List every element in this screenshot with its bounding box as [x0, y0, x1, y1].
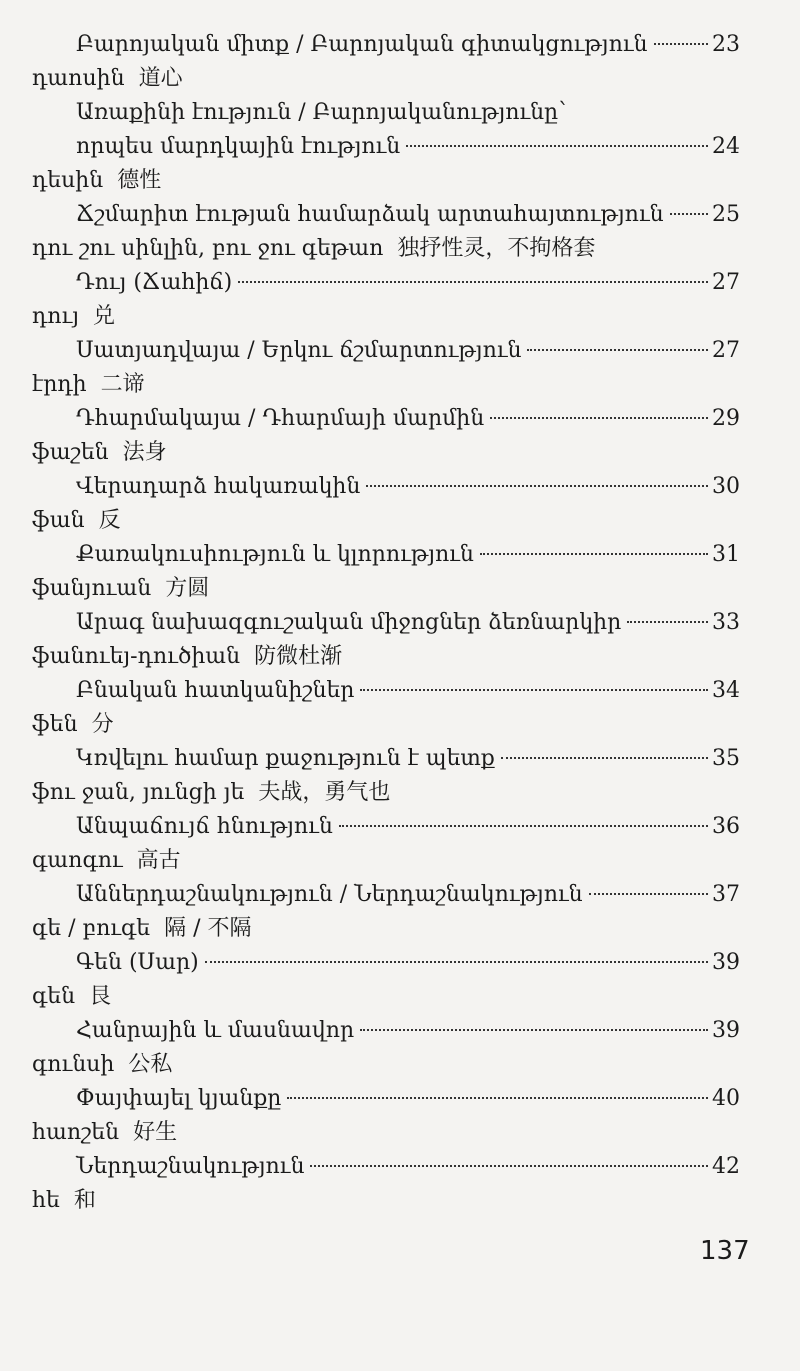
- entry-term-row: [32, 844, 181, 878]
- entry-page: 25: [712, 202, 740, 227]
- entry-title-row: [76, 810, 740, 844]
- entry-title-row: [76, 1150, 740, 1184]
- leader-dots: [527, 349, 708, 351]
- entry-term: դու շու սինլին, բու ջու գեթաո: [32, 236, 384, 261]
- entry-page: 33: [712, 610, 740, 635]
- entry-term: դույ: [32, 304, 80, 329]
- entry-term: ֆու ջան, յունցի յե: [32, 780, 245, 805]
- entry-term-row: [32, 776, 390, 810]
- entry-title-row: [76, 538, 740, 572]
- entry-han: 和: [73, 1188, 96, 1213]
- entry-title: Հանրային և մասնավոր: [76, 1018, 355, 1043]
- toc-entry: [0, 538, 800, 606]
- entry-title: Փայփայել կյանքը: [76, 1086, 282, 1111]
- entry-title: որպես մարդկային էություն: [76, 134, 401, 159]
- entry-title: Քառակուսիություն և կլորություն: [76, 542, 474, 567]
- toc-entry: [0, 1150, 800, 1218]
- entry-han: 德性: [117, 168, 162, 193]
- leader-dots: [310, 1165, 708, 1167]
- toc-entry: [0, 28, 800, 96]
- entry-title-row: [76, 742, 740, 776]
- entry-title: Արագ նախազգուշական միջոցներ ձեռնարկիր: [76, 610, 622, 635]
- entry-title: Դույ (Ճահիճ): [76, 270, 233, 295]
- entry-title: Բնական հատկանիշներ: [76, 678, 355, 703]
- entry-term-row: [32, 980, 111, 1014]
- entry-title: Ճշմարիտ էության համարձակ արտահայտություն: [76, 202, 664, 227]
- entry-term-row: [32, 640, 342, 674]
- entry-title-row: [76, 198, 740, 232]
- entry-title-row: [76, 1014, 740, 1048]
- entry-page: 31: [712, 542, 740, 567]
- entry-han: 法身: [122, 440, 167, 465]
- entry-title: Անպաճույճ հնություն: [76, 814, 333, 839]
- toc-entry: [0, 334, 800, 402]
- entry-term: էրդի: [32, 372, 87, 397]
- entry-title-row: [76, 402, 740, 436]
- entry-page: 29: [712, 406, 740, 431]
- toc-entry: [0, 266, 800, 334]
- entry-han: 隔 / 不隔: [164, 916, 252, 941]
- entry-term: գեն: [32, 984, 76, 1009]
- entry-title-row: [76, 334, 740, 368]
- entry-han: 独抒性灵，不拘格套: [397, 236, 596, 261]
- entry-term: գաոգու: [32, 848, 123, 873]
- entry-han: 夫战，勇气也: [258, 780, 391, 805]
- entry-term: ֆեն: [32, 712, 78, 737]
- entry-term-row: [32, 164, 161, 198]
- entry-title-row: [76, 878, 740, 912]
- toc-entry: [0, 198, 800, 266]
- entry-han: 高古: [136, 848, 181, 873]
- leader-dots: [339, 825, 708, 827]
- entry-title: Վերադարձ հակառակին: [76, 474, 361, 499]
- toc-entry: [0, 1014, 800, 1082]
- entry-term-row: [32, 1116, 177, 1150]
- entry-title-line1: Առաքինի էություն / Բարոյականությունը՝: [76, 100, 567, 125]
- entry-han: 二谛: [100, 372, 145, 397]
- entry-page: 30: [712, 474, 740, 499]
- leader-dots: [490, 417, 708, 419]
- leader-dots: [670, 213, 708, 215]
- entry-title-row: [76, 470, 740, 504]
- entry-title: Գեն (Սար): [76, 950, 199, 975]
- entry-han: 方圆: [165, 576, 210, 601]
- leader-dots: [366, 485, 708, 487]
- entry-han: 兑: [93, 304, 116, 329]
- entry-title-row: [76, 130, 740, 164]
- entry-term: հաոշեն: [32, 1120, 120, 1145]
- leader-dots: [287, 1097, 708, 1099]
- entry-page: 34: [712, 678, 740, 703]
- entry-title: Կռվելու համար քաջություն է պետք: [76, 746, 495, 771]
- toc-entry: [0, 1082, 800, 1150]
- toc-entry: [0, 96, 800, 198]
- entry-title-row: [76, 28, 740, 62]
- entry-han: 分: [91, 712, 114, 737]
- entry-han: 反: [98, 508, 121, 533]
- leader-dots: [360, 689, 708, 691]
- entry-page: 27: [712, 338, 740, 363]
- leader-dots: [654, 43, 708, 45]
- entry-page: 27: [712, 270, 740, 295]
- entry-title: Բարոյական միտք / Բարոյական գիտակցություն: [76, 32, 648, 57]
- entry-term-row: [32, 504, 121, 538]
- entry-term: ֆանուեյ-դուծիան: [32, 644, 241, 669]
- toc-entry: [0, 674, 800, 742]
- leader-dots: [501, 757, 708, 759]
- leader-dots: [360, 1029, 708, 1031]
- leader-dots: [480, 553, 708, 555]
- entry-title-row: [76, 606, 740, 640]
- entry-page: 39: [712, 950, 740, 975]
- leader-dots: [589, 893, 708, 895]
- page-number: 137: [700, 1236, 750, 1266]
- entry-title: Աններդաշնակություն / Ներդաշնակություն: [76, 882, 583, 907]
- entry-title-row: [76, 946, 740, 980]
- toc-list: [0, 28, 800, 1218]
- leader-dots: [406, 145, 708, 147]
- entry-han: 艮: [89, 984, 112, 1009]
- entry-term-row: [32, 232, 595, 266]
- entry-title-row: [76, 266, 740, 300]
- entry-term-row: [32, 572, 209, 606]
- entry-title: Ներդաշնակություն: [76, 1154, 305, 1179]
- entry-term-row: [32, 436, 167, 470]
- toc-entry: [0, 878, 800, 946]
- entry-page: 42: [712, 1154, 740, 1179]
- entry-page: 35: [712, 746, 740, 771]
- leader-dots: [238, 281, 708, 283]
- toc-entry: [0, 946, 800, 1014]
- leader-dots: [627, 621, 708, 623]
- entry-han: 防微杜渐: [254, 644, 343, 669]
- entry-page: 23: [712, 32, 740, 57]
- entry-title-row: [76, 674, 740, 708]
- entry-term: հե: [32, 1188, 60, 1213]
- entry-term-row: [32, 300, 115, 334]
- toc-entry: [0, 742, 800, 810]
- toc-entry: [0, 470, 800, 538]
- entry-term: դաոսին: [32, 66, 125, 91]
- entry-term: գունսի: [32, 1052, 115, 1077]
- entry-han: 公私: [128, 1052, 173, 1077]
- leader-dots: [205, 961, 708, 963]
- entry-page: 24: [712, 134, 740, 159]
- entry-page: 39: [712, 1018, 740, 1043]
- entry-han: 道心: [138, 66, 183, 91]
- toc-entry: [0, 810, 800, 878]
- entry-term: գե / բուգե: [32, 916, 151, 941]
- entry-term-row: [32, 1048, 172, 1082]
- entry-title: Դհարմակայա / Դհարմայի մարմին: [76, 406, 485, 431]
- entry-page: 40: [712, 1086, 740, 1111]
- entry-term: ֆան: [32, 508, 85, 533]
- toc-entry: [0, 402, 800, 470]
- entry-term: ֆաշեն: [32, 440, 109, 465]
- entry-term: դեսին: [32, 168, 104, 193]
- entry-title: Սատյադվայա / Երկու ճշմարտություն: [76, 338, 522, 363]
- toc-entry: [0, 606, 800, 674]
- entry-title-row: [76, 1082, 740, 1116]
- entry-page: 37: [712, 882, 740, 907]
- entry-term-row: [32, 62, 183, 96]
- entry-term-row: [32, 368, 145, 402]
- entry-han: 好生: [133, 1120, 178, 1145]
- entry-term-row: [32, 1184, 96, 1218]
- entry-term-row: [32, 708, 114, 742]
- entry-term: ֆանյուան: [32, 576, 152, 601]
- entry-page: 36: [712, 814, 740, 839]
- entry-term-row: [32, 912, 252, 946]
